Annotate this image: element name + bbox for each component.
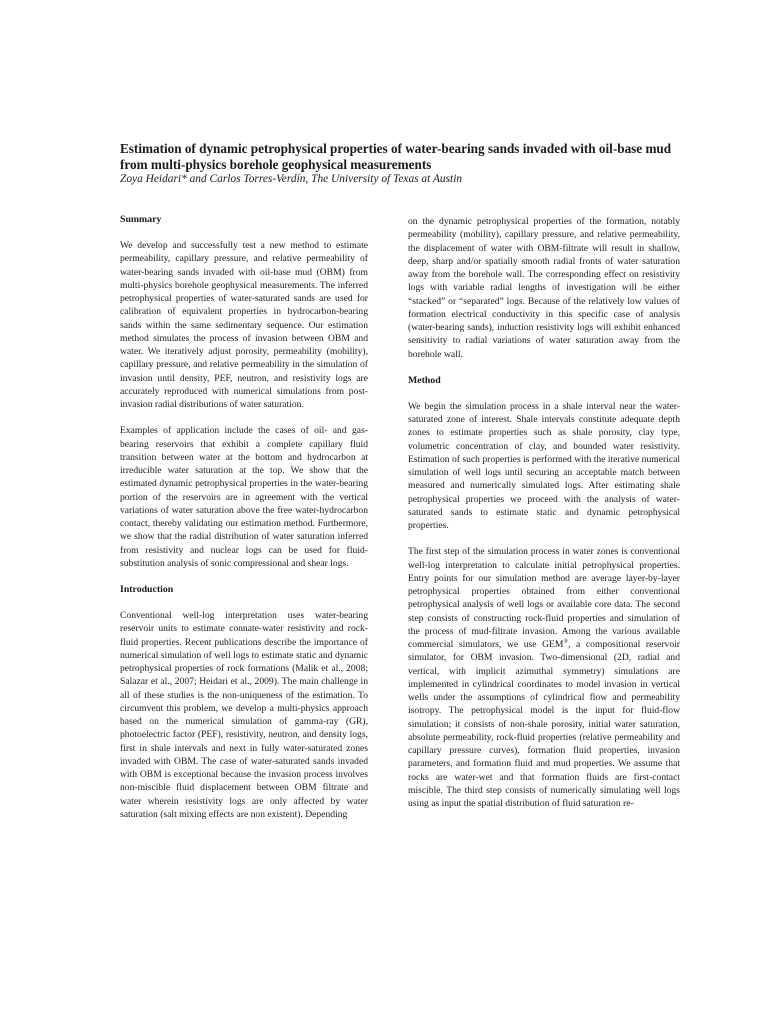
right-column [408, 215, 680, 823]
method-paragraph-1: We begin the simulation process in a shale interval near the water-saturated zone of interest. Shale intervals constitute adequate depth zones to estimate properties such as shale porosity, clay type, volumetric concentration of clay, and bounded water resistivity. Estimation of such properties is performed with the iterative numerical simulation of well logs until securing an acceptable match between measured and numerically simulated logs. After estimating shale petrophysical properties we proceed with the analysis of water-saturated sands to estimate static and dynamic petrophysical properties. [408, 400, 681, 531]
introduction-continued-paragraph: on the dynamic petrophysical properties of the formation, notably permeability (mobility), capillary pressure, and relative permeability, the displacement of water with OBM-filtrate will result in shallow, deep, sharp and/or spatially smooth radial fronts of water saturation away from the borehole wall. The corresponding effect on resistivity logs with variable radial lengths of investigation will be either “stacked” or “separated” logs. Because of the relatively low values of formation electrical conductivity in this specific case of analysis (water-bearing sands), induction resistivity logs will exhibit enhanced sensitivity to radial variations of water saturation away from the borehole wall. [408, 216, 680, 360]
paper-authors: Zoya Heidari* and Carlos Torres-Verdín, The University of Texas at Austin [120, 173, 463, 185]
method-heading: Method [408, 374, 441, 386]
summary-heading: Summary [120, 214, 162, 225]
summary-paragraph-1: We develop and successfully test a new method to estimate permeability, capillary pressure, and relative permeability of water-bearing sands invaded with oil-base mud (OBM) from multi-physics borehole geophysical measurements. The inferred petrophysical properties of water-saturated sands are used for calibration of equivalent properties in hydrocarbon-bearing sands within the same sedimentary sequence. Our estimation method simulates the process of invasion between OBM and water. We iteratively adjust porosity, permeability (mobility), capillary pressure, and relative permeability in the simulation of invasion until density, PEF, neutron, and resistivity logs are accurately reproduced with numerical simulations from post-invasion radial distributions of water saturation. [120, 240, 368, 410]
introduction-paragraph-1: Conventional well-log interpretation uses water-bearing reservoir units to estimate connate-water resistivity and rock-fluid properties. Recent publications describe the importance of numerical simulation of well logs to estimate static and dynamic petrophysical properties of rock formations (Malik et al., 2008; Salazar et al., 2007; Heidari et al., 2009). The main challenge in all of these studies is the non-uniqueness of the estimation. To circumvent this problem, we develop a multi-physics approach based on the numerical simulation of gamma-ray (GR), photoelectric factor (PEF), resistivity, neutron, and density logs, first in shale intervals and next in fully water-saturated zones invaded with OBM. The case of water-saturated sands invaded with OBM is exceptional because the invasion process involves non-miscible fluid displacement between OBM filtrate and water wherein resistivity logs are only affected by water saturation (salt mixing effects are non existent). Depending [120, 610, 368, 820]
method-paragraph-2 [408, 545, 680, 810]
registered-mark: ® [563, 638, 569, 645]
left-column [120, 213, 368, 834]
summary-paragraph-2: Examples of application include the cases of oil- and gas-bearing reservoirs that exhibit a complete capillary fluid transition between water at the bottom and hydrocarbon at irreducible water saturation at the top. We show that the estimated dynamic petrophysical properties in the water-bearing portion of the reservoirs are in agreement with the vertical variations of water saturation above the free water-hydrocarbon contact, thereby validating our estimation method. Furthermore, we show that the radial distribution of water saturation inferred from resistivity and nuclear logs can be used for fluid-substitution analysis of sonic compressional and shear logs. [120, 425, 368, 569]
method-paragraph-2-part-a: The first step of the simulation process in water zones is conventional well-log interpretation to calculate initial petrophysical properties. Entry points for our simulation method are average layer-by-layer petrophysical properties obtained from either conventional petrophysical analysis of well logs or available core data. The second step consists of constructing rock-fluid properties and simulation of the process of mud-filtrate invasion. Among the various available commercial simulators, we use GEM [408, 546, 680, 650]
paper-title: Estimation of dynamic petrophysical properties of water-bearing sands invaded with oil-base mud from multi-physics borehole geophysical measurements [120, 141, 672, 172]
method-paragraph-2-part-b: , a compositional reservoir simulator, for OBM invasion. Two-dimensional (2D, radial and vertical, with implicit azimuthal symmetry) simulations are implemented in cylindrical coordinates to model invasion in vertical wells under the assumptions of cylindrical flow and permeability isotropy. The petrophysical model is the input for fluid-flow simulation; it consists of non-shale porosity, initial water saturation, absolute permeability, rock-fluid properties (relative permeability and capillary pressure curves), formation fluid properties, invasion parameters, and formation fluid and mud properties. We assume that rocks are water-wet and that formation fluids are first-contact miscible. The third step consists of numerically simulating well logs using as input the spatial distribution of fluid saturation re- [408, 639, 680, 809]
introduction-heading: Introduction [120, 584, 174, 595]
